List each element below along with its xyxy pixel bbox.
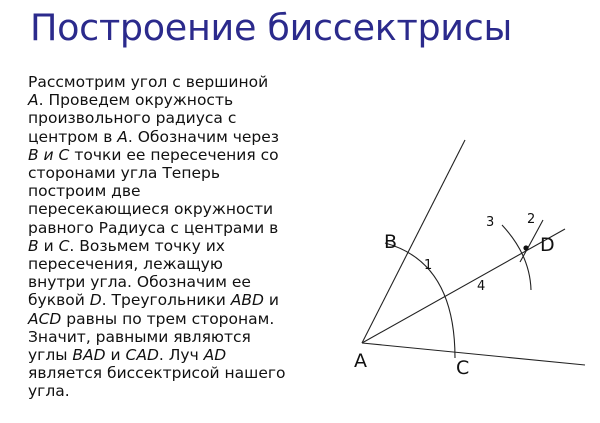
label-arc-2: 2 — [527, 212, 536, 227]
text-fragment: внутри угла. Обозначим ее — [28, 273, 251, 292]
text-fragment: Рассмотрим угол с вершиной — [28, 73, 269, 91]
text-fragment: . Обозначим через — [127, 127, 280, 146]
text-fragment: буквой — [28, 291, 90, 310]
italic-fragment: AD — [203, 346, 227, 365]
text-fragment: центром в — [28, 127, 118, 146]
italic-fragment: A — [117, 127, 128, 146]
text-fragment: . Проведем окружность — [38, 91, 234, 110]
text-fragment: является биссектрисой нашего — [28, 364, 286, 383]
italic-fragment: A — [28, 91, 39, 110]
text-fragment: . Возьмем точку их — [69, 236, 225, 255]
italic-fragment: B — [28, 236, 39, 255]
slide-title: Построение биссектрисы — [30, 6, 513, 49]
italic-fragment: ACD — [28, 309, 62, 328]
text-fragment: углы — [28, 346, 73, 365]
italic-fragment: ABD — [230, 291, 264, 310]
text-fragment: . Луч — [158, 346, 204, 365]
ray-ac — [362, 343, 585, 365]
label-c: C — [456, 357, 470, 379]
text-fragment: . Треугольники — [101, 291, 231, 310]
text-fragment: и — [263, 291, 279, 310]
label-a: A — [354, 350, 367, 372]
text-fragment: пересечения, лежащую — [28, 255, 223, 274]
text-fragment: построим две — [28, 182, 141, 201]
text-fragment: угла. — [28, 382, 70, 401]
text-fragment: равного Радиуса с центрами в — [28, 218, 279, 237]
point-d — [523, 245, 528, 250]
text-fragment: произвольного радиуса с — [28, 109, 237, 128]
label-b: B — [384, 231, 398, 253]
label-d: D — [540, 234, 555, 256]
italic-fragment: B и C — [28, 145, 70, 164]
arc-1 — [385, 243, 455, 358]
italic-fragment: BAD — [72, 346, 106, 365]
italic-fragment: D — [89, 291, 102, 310]
arc-3 — [502, 225, 531, 290]
label-arc-1: 1 — [424, 258, 433, 273]
text-fragment: точки ее пересечения со — [69, 145, 279, 164]
label-arc-3: 3 — [486, 215, 495, 230]
italic-fragment: CAD — [125, 346, 159, 365]
text-fragment: равны по трем сторонам. — [61, 309, 275, 328]
text-fragment: пересекающиеся окружности — [28, 200, 274, 219]
label-segment-4: 4 — [477, 279, 486, 294]
text-fragment: и — [38, 236, 59, 255]
text-fragment: и — [105, 346, 126, 365]
italic-fragment: C — [58, 236, 70, 255]
text-fragment: сторонами угла Теперь — [28, 164, 220, 183]
text-fragment: Значит, равными являются — [28, 327, 251, 346]
